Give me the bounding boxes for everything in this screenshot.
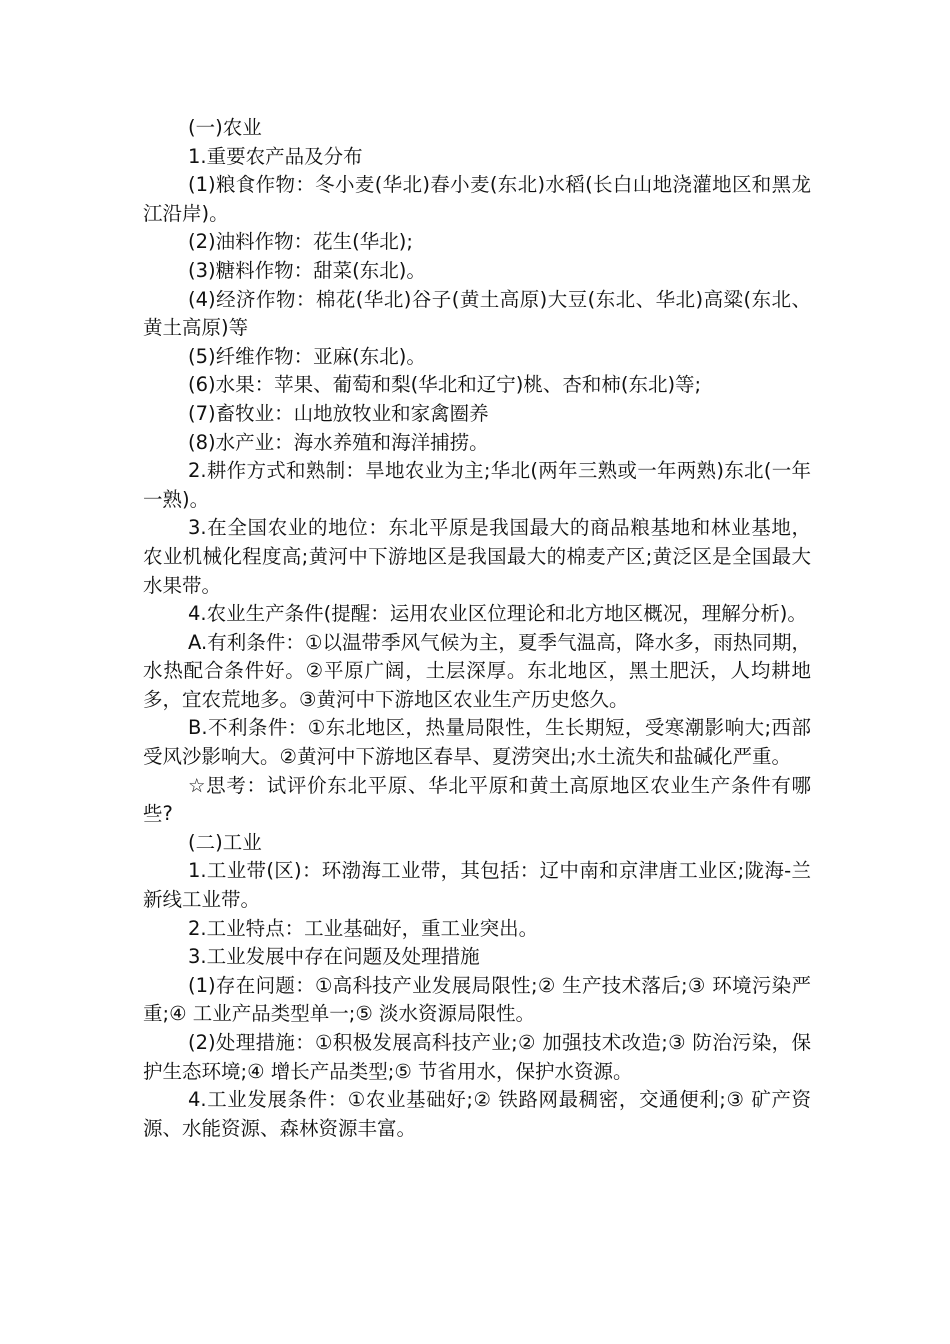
paragraph-unfavorable-conditions: B.不利条件：①东北地区，热量局限性，生长期短，受寒潮影响大;西部受风沙影响大。②黄河中下游地区春旱、夏涝突出;水土流失和盐碱化严重。 [143,716,811,769]
paragraph-industrial-belts: 1.工业带(区)：环渤海工业带，其包括：辽中南和京津唐工业区;陇海-兰新线工业带。 [143,859,811,912]
subheading-problems-measures: 3.工业发展中存在问题及处理措施 [188,945,480,969]
paragraph-oil-crops: (2)油料作物：花生(华北); [188,230,413,254]
paragraph-livestock: (7)畜牧业：山地放牧业和家禽圈养 [188,401,489,425]
paragraph-fruits: (6)水果：苹果、葡萄和梨(华北和辽宁)桃、杏和柿(东北)等; [188,373,702,397]
subheading-products: 1.重要农产品及分布 [188,144,363,168]
paragraph-fiber-crops: (5)纤维作物：亚麻(东北)。 [188,344,426,368]
paragraph-sugar-crops: (3)糖料作物：甜菜(东北)。 [188,258,426,282]
paragraph-production-conditions: 4.农业生产条件(提醒：运用农业区位理论和北方地区概况，理解分析)。 [188,602,807,626]
paragraph-farming-system: 2.耕作方式和熟制：旱地农业为主;华北(两年三熟或一年两熟)东北(一年一熟)。 [143,459,811,511]
paragraph-favorable-conditions: A.有利条件：①以温带季风气候为主，夏季气温高，降水多，雨热同期，水热配合条件好。②平原广阔，土层深厚。东北地区，黑土肥沃，人均耕地多，宜农荒地多。③黄河中下游地区农业生产历史悠久。 [143,630,811,711]
paragraph-grain-crops: (1)粮食作物：冬小麦(华北)春小麦(东北)水稻(长白山地浇灌地区和黑龙江沿岸)。 [143,173,811,225]
paragraph-measures: (2)处理措施：①积极发展高科技产业;② 加强技术改造;③ 防治污染，保护生态环境;④ 增长产品类型;⑤ 节省用水，保护水资源。 [143,1031,811,1083]
section-heading-agriculture: (一)农业 [188,116,262,139]
paragraph-aquaculture: (8)水产业：海水养殖和海洋捕捞。 [188,430,489,454]
paragraph-national-status: 3.在全国农业的地位：东北平原是我国最大的商品粮基地和林业基地，农业机械化程度高;黄河中下游地区是我国最大的棉麦产区;黄泛区是全国最大水果带。 [143,516,811,597]
paragraph-cash-crops: (4)经济作物：棉花(华北)谷子(黄土高原)大豆(东北、华北)高粱(东北、黄土高原)等 [143,287,811,340]
paragraph-industrial-features: 2.工业特点：工业基础好，重工业突出。 [188,916,539,940]
paragraph-problems: (1)存在问题：①高科技产业发展局限性;② 生产技术落后;③ 环境污染严重;④ 工业产品类型单一;⑤ 淡水资源局限性。 [143,973,811,1026]
paragraph-think-question: ☆思考：试评价东北平原、华北平原和黄土高原地区农业生产条件有哪些? [143,773,811,826]
paragraph-development-conditions: 4.工业发展条件：①农业基础好;② 铁路网最稠密，交通便利;③ 矿产资源、水能资源、森林资源丰富。 [143,1088,811,1140]
section-heading-industry: (二)工业 [188,830,262,854]
document-page [143,114,811,1143]
